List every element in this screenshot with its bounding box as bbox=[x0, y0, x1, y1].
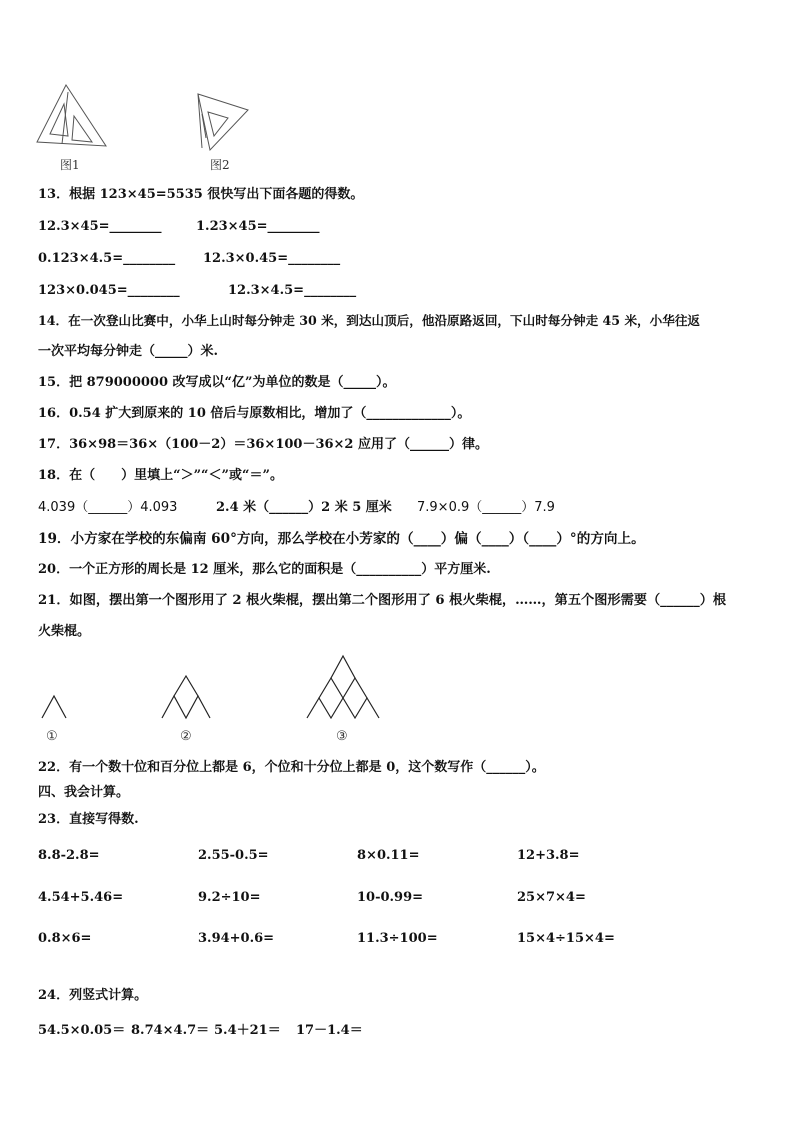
q15: 15．把 879000000 改写成以“亿”为单位的数是（_____）。 bbox=[38, 375, 396, 390]
q13-item-6: 12.3×4.5=________ bbox=[228, 283, 357, 298]
q19: 19．小方家在学校的东偏南 60°方向，那么学校在小芳家的（____）偏（____）（____）°的方向上。 bbox=[38, 531, 645, 547]
q18-stem: 18．在（ ）里填上“＞”“＜”或“＝”。 bbox=[38, 468, 283, 483]
matchstick-label-2: ② bbox=[180, 729, 192, 744]
q23-r3-c2: 3.94+0.6= bbox=[198, 931, 275, 946]
matchstick-label-1: ① bbox=[46, 729, 58, 744]
q24-stem: 24．列竖式计算。 bbox=[38, 988, 148, 1003]
q23-r1-c4: 12+3.8= bbox=[517, 848, 580, 863]
q23-r1-c1: 8.8-2.8= bbox=[38, 848, 100, 863]
q13-item-2: 1.23×45=________ bbox=[196, 219, 320, 234]
q23-stem: 23．直接写得数. bbox=[38, 812, 139, 827]
q23-r1-c3: 8×0.11= bbox=[357, 848, 420, 863]
q21-line-1: 21．如图，摆出第一个图形用了 2 根火柴棍，摆出第二个图形用了 6 根火柴棍，……，第五个图形需要（______）根 bbox=[38, 593, 727, 608]
q17: 17．36×98＝36×（100－2）＝36×100－36×2 应用了（______）律。 bbox=[38, 437, 489, 452]
matchstick-figure-3 bbox=[304, 654, 382, 720]
matchstick-figure-1 bbox=[40, 694, 70, 720]
matchstick-figure-2 bbox=[160, 674, 214, 720]
figure-2-caption: 图2 bbox=[210, 158, 230, 172]
q22: 22．有一个数十位和百分位上都是 6，个位和十分位上都是 0，这个数写作（______）。 bbox=[38, 760, 545, 775]
q23-r3-c1: 0.8×6= bbox=[38, 931, 92, 946]
q24-item-3: 5.4＋21＝ bbox=[214, 1023, 281, 1038]
q24-item-1: 54.5×0.05＝ bbox=[38, 1023, 126, 1038]
q24-item-2: 8.74×4.7＝ bbox=[131, 1023, 210, 1038]
q13-item-5: 123×0.045=________ bbox=[38, 283, 180, 298]
q18-item-a: 4.039（______）4.093 bbox=[38, 500, 178, 515]
q23-r2-c3: 10-0.99= bbox=[357, 890, 424, 905]
q18-item-b: 2.4 米（______）2 米 5 厘米 bbox=[216, 500, 392, 515]
set-square-figure-2 bbox=[194, 92, 250, 152]
q13-item-4: 12.3×0.45=________ bbox=[203, 251, 341, 266]
q20: 20．一个正方形的周长是 12 厘米，那么它的面积是（__________）平方厘米. bbox=[38, 562, 491, 577]
q23-r2-c4: 25×7×4= bbox=[517, 890, 586, 905]
q14-line-2: 一次平均每分钟走（_____）米. bbox=[38, 344, 219, 359]
q23-r3-c4: 15×4÷15×4= bbox=[517, 931, 615, 946]
q23-r2-c2: 9.2÷10= bbox=[198, 890, 261, 905]
q18-item-c: 7.9×0.9（______）7.9 bbox=[417, 500, 555, 515]
figure-1-caption: 图1 bbox=[60, 158, 80, 172]
q13-stem: 13．根据 123×45=5535 很快写出下面各题的得数。 bbox=[38, 187, 364, 202]
q23-r1-c2: 2.55-0.5= bbox=[198, 848, 269, 863]
set-square-figure-1 bbox=[36, 84, 108, 148]
q16: 16．0.54 扩大到原来的 10 倍后与原数相比，增加了（_____________）。 bbox=[38, 406, 471, 421]
section-4-heading: 四、我会计算。 bbox=[38, 785, 130, 800]
q23-r2-c1: 4.54+5.46= bbox=[38, 890, 124, 905]
matchstick-label-3: ③ bbox=[336, 729, 348, 744]
q14-line-1: 14．在一次登山比赛中，小华上山时每分钟走 30 米，到达山顶后，他沿原路返回，下山时每分钟走 45 米，小华往返 bbox=[38, 313, 701, 328]
q24-item-4: 17－1.4＝ bbox=[296, 1023, 363, 1038]
q21-line-2: 火柴棍。 bbox=[38, 624, 91, 639]
q23-r3-c3: 11.3÷100= bbox=[357, 931, 438, 946]
q13-item-3: 0.123×4.5=________ bbox=[38, 251, 176, 266]
q13-item-1: 12.3×45=________ bbox=[38, 219, 162, 234]
